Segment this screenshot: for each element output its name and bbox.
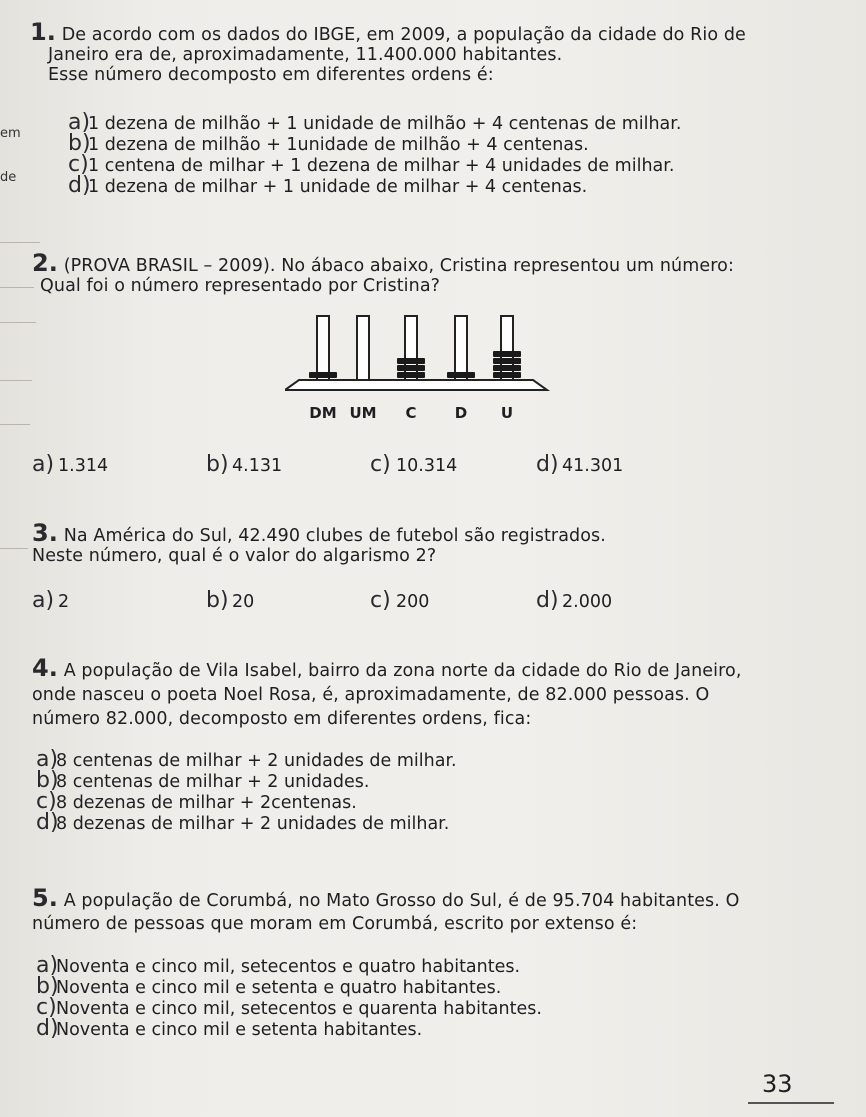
- option-letter: a): [32, 588, 55, 613]
- option-letter: c): [36, 995, 57, 1020]
- abacus-bead: [309, 372, 337, 378]
- option-text: 2: [58, 592, 70, 612]
- option-letter: b): [36, 768, 59, 793]
- option-letter: c): [36, 789, 57, 814]
- option-text: 8 dezenas de milhar + 2 unidades de milhar.: [56, 814, 450, 834]
- margin-fragment: de: [0, 170, 17, 185]
- option-letter: a): [68, 110, 91, 135]
- question-text-line: Janeiro era de, aproximadamente, 11.400.000 habitantes.: [48, 45, 563, 65]
- option-b[interactable]: [68, 131, 852, 156]
- option-letter: d): [68, 173, 91, 198]
- question-text-line: número de pessoas que moram em Corumbá, escrito por extenso é:: [32, 914, 638, 934]
- option-a[interactable]: [36, 747, 852, 772]
- option-letter: b): [206, 588, 229, 613]
- question-text-line: Esse número decomposto em diferentes ordens é:: [48, 65, 494, 85]
- question-text-line: onde nasceu o poeta Noel Rosa, é, aproximadamente, de 82.000 pessoas. O: [32, 685, 710, 705]
- question-2: [32, 249, 852, 296]
- question-number: 3.: [32, 519, 59, 547]
- option-text: Noventa e cinco mil, setecentos e quarenta habitantes.: [56, 999, 542, 1019]
- question-5-options: [36, 953, 852, 1041]
- page-number: 33: [762, 1070, 793, 1098]
- option-text: 10.314: [396, 456, 458, 476]
- question-text-line: Na América do Sul, 42.490 clubes de futebol são registrados.: [63, 526, 606, 546]
- option-letter: c): [370, 452, 391, 477]
- question-text-line: De acordo com os dados do IBGE, em 2009, a população da cidade do Rio de: [61, 25, 746, 45]
- question-2-option-a[interactable]: [32, 452, 108, 477]
- question-number: 5.: [32, 884, 59, 912]
- option-a[interactable]: [36, 953, 852, 978]
- margin-line: [0, 424, 30, 425]
- option-text: 8 dezenas de milhar + 2centenas.: [56, 793, 357, 813]
- abacus-bead: [397, 372, 425, 378]
- abacus-rod-DM: [317, 316, 329, 380]
- margin-line: [0, 242, 40, 243]
- question-2-option-d[interactable]: [536, 452, 623, 477]
- option-letter: a): [36, 747, 59, 772]
- option-text: Noventa e cinco mil, setecentos e quatro habitantes.: [56, 957, 521, 977]
- option-letter: c): [68, 152, 89, 177]
- abacus-bead: [397, 365, 425, 371]
- option-letter: b): [36, 974, 59, 999]
- abacus-rod-UM: [357, 316, 369, 380]
- question-number: 4.: [32, 654, 59, 682]
- option-a[interactable]: [68, 110, 852, 135]
- question-text-line: A população de Corumbá, no Mato Grosso do Sul, é de 95.704 habitantes. O: [63, 891, 740, 911]
- option-d[interactable]: [36, 810, 852, 835]
- abacus-figure: [285, 310, 555, 430]
- question-1: [30, 18, 852, 85]
- option-letter: d): [36, 1016, 59, 1041]
- abacus-bead: [493, 351, 521, 357]
- margin-line: [0, 380, 32, 381]
- question-3: [32, 519, 852, 566]
- question-4: [32, 654, 852, 729]
- question-3-option-d[interactable]: [536, 588, 612, 613]
- question-2-option-c[interactable]: [370, 452, 457, 477]
- abacus-label: U: [500, 404, 514, 422]
- question-3-option-b[interactable]: [206, 588, 254, 613]
- abacus-label: DM: [309, 404, 337, 422]
- question-text-line: número 82.000, decomposto em diferentes ordens, fica:: [32, 709, 532, 729]
- option-letter: d): [36, 810, 59, 835]
- abacus-bead: [493, 358, 521, 364]
- option-c[interactable]: [36, 789, 852, 814]
- option-d[interactable]: [36, 1016, 852, 1041]
- margin-line: [0, 287, 34, 288]
- abacus-bead: [493, 372, 521, 378]
- option-text: 8 centenas de milhar + 2 unidades de milhar.: [56, 751, 457, 771]
- abacus-label: C: [405, 404, 417, 422]
- question-3-option-a[interactable]: [32, 588, 69, 613]
- question-number: 1.: [30, 18, 57, 46]
- option-letter: b): [206, 452, 229, 477]
- option-text: 1 dezena de milhão + 1 unidade de milhão + 4 centenas de milhar.: [88, 114, 682, 134]
- option-text: 1 dezena de milhar + 1 unidade de milhar + 4 centenas.: [88, 177, 588, 197]
- abacus-rod-D: [455, 316, 467, 380]
- abacus-label: UM: [349, 404, 377, 422]
- option-text: 41.301: [562, 456, 624, 476]
- margin-line: [0, 322, 36, 323]
- abacus-base: [285, 380, 547, 390]
- option-text: 1 dezena de milhão + 1unidade de milhão + 4 centenas.: [88, 135, 589, 155]
- abacus-bead: [397, 358, 425, 364]
- option-text: 4.131: [232, 456, 283, 476]
- option-b[interactable]: [36, 768, 852, 793]
- option-letter: a): [36, 953, 59, 978]
- abacus-bead: [447, 372, 475, 378]
- question-2-option-b[interactable]: [206, 452, 282, 477]
- option-c[interactable]: [36, 995, 852, 1020]
- option-text: Noventa e cinco mil e setenta habitantes.: [56, 1020, 423, 1040]
- option-letter: c): [370, 588, 391, 613]
- question-4-options: [36, 747, 852, 835]
- option-letter: b): [68, 131, 91, 156]
- margin-fragment: em: [0, 126, 21, 141]
- question-text-line: A população de Vila Isabel, bairro da zona norte da cidade do Rio de Janeiro,: [63, 661, 742, 681]
- question-text-line: Neste número, qual é o valor do algarismo 2?: [32, 546, 437, 566]
- option-d[interactable]: [68, 173, 852, 198]
- abacus-bead: [493, 365, 521, 371]
- option-letter: d): [536, 588, 559, 613]
- question-5: [32, 884, 852, 934]
- question-text-line: (PROVA BRASIL – 2009). No ábaco abaixo, Cristina representou um número:: [63, 256, 734, 276]
- option-b[interactable]: [36, 974, 852, 999]
- option-text: 200: [396, 592, 430, 612]
- option-text: 1.314: [58, 456, 109, 476]
- option-letter: a): [32, 452, 55, 477]
- question-text-line: Qual foi o número representado por Cristina?: [40, 276, 441, 296]
- question-3-option-c[interactable]: [370, 588, 429, 613]
- option-c[interactable]: [68, 152, 852, 177]
- option-text: 8 centenas de milhar + 2 unidades.: [56, 772, 370, 792]
- option-text: 2.000: [562, 592, 613, 612]
- question-1-options: [68, 110, 852, 198]
- page-number-underline: [748, 1102, 834, 1104]
- margin-line: [0, 548, 28, 549]
- option-text: 1 centena de milhar + 1 dezena de milhar + 4 unidades de milhar.: [88, 156, 675, 176]
- question-number: 2.: [32, 249, 59, 277]
- option-letter: d): [536, 452, 559, 477]
- option-text: Noventa e cinco mil e setenta e quatro habitantes.: [56, 978, 502, 998]
- abacus-label: D: [454, 404, 468, 422]
- option-text: 20: [232, 592, 255, 612]
